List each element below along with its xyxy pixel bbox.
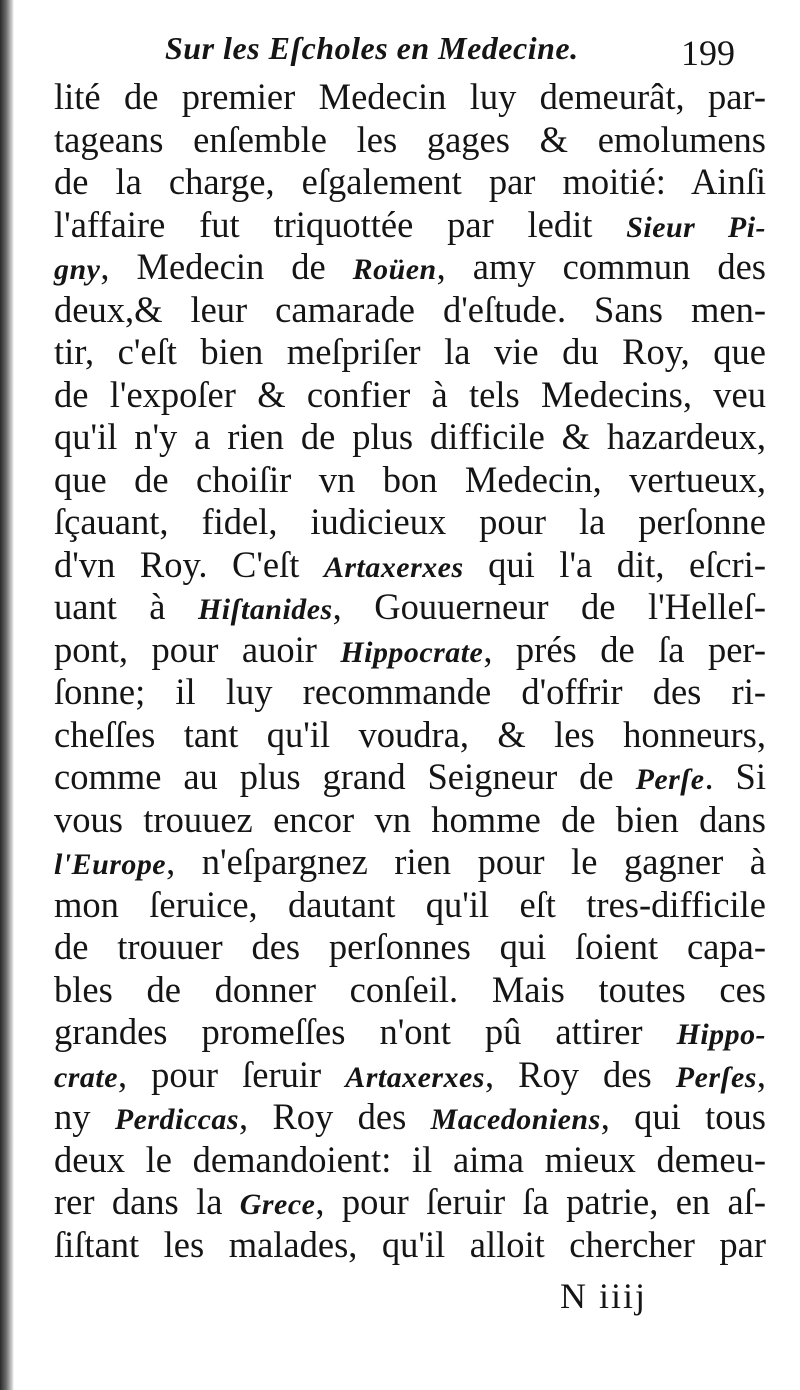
text-line	[54, 459, 766, 502]
text-run: , n'eſpargnez rien pour le gagner à	[166, 841, 766, 882]
text-line	[54, 204, 766, 247]
text-line	[54, 969, 766, 1012]
text-line	[54, 544, 766, 587]
text-run: , prés de ſa per-	[483, 628, 766, 670]
page-number: 199	[681, 33, 735, 73]
text-run: ny	[54, 1096, 115, 1137]
text-line	[54, 1054, 766, 1097]
italic-name: crate	[54, 1060, 118, 1094]
text-run: grandes promeſſes n'ont pû attirer	[54, 1011, 677, 1052]
italic-name: Grece	[239, 1188, 316, 1221]
text-line	[54, 926, 766, 969]
text-run: vous trouuez encor vn homme de bien dans	[54, 798, 766, 840]
text-run: d'vn Roy. C'eſt	[54, 543, 324, 585]
text-line	[54, 76, 766, 119]
text-run: qu'il n'y a rien de plus difficile & hazardeux,	[54, 416, 766, 457]
text-run: , Roy des	[239, 1096, 431, 1137]
text-line	[54, 374, 766, 417]
text-run: , Roy des	[484, 1053, 676, 1095]
text-line	[54, 246, 766, 289]
text-run: , Medecin de	[100, 246, 353, 287]
text-line	[54, 1011, 766, 1054]
text-run: ſiſtant les malades, qu'il alloit chercher par	[54, 1223, 766, 1265]
text-run: , Gouuerneur de l'Helleſ-	[332, 586, 767, 627]
italic-name: Artaxerxes	[345, 1060, 485, 1094]
italic-name: Sieur Pi-	[626, 210, 766, 244]
text-line	[54, 1139, 766, 1182]
text-line	[54, 416, 766, 459]
text-run: mon ſeruice, dautant qu'il eſt tres-difficile	[54, 883, 766, 925]
text-run: pont, pour auoir	[54, 628, 341, 670]
text-line	[54, 586, 766, 629]
text-line	[54, 841, 766, 884]
text-run: de la charge, eſgalement par moitié: Ainſi	[54, 161, 766, 202]
text-line	[54, 884, 766, 927]
text-run: l'affaire fut triquottée par ledit	[54, 203, 627, 245]
text-run: , amy commun des	[436, 246, 766, 287]
text-line	[54, 799, 766, 842]
text-line	[54, 289, 766, 332]
text-run: lité de premier Medecin luy demeurât, par-	[54, 76, 766, 117]
italic-name: Macedoniens	[430, 1103, 601, 1136]
text-run: cheſſes tant qu'il voudra, & les honneurs,	[54, 713, 766, 755]
italic-name: l'Europe	[54, 848, 167, 881]
italic-name: Hippocrate	[340, 635, 484, 669]
text-run: de trouuer des perſonnes qui ſoient capa-	[54, 926, 766, 967]
text-line	[54, 161, 766, 204]
text-run: , pour ſeruir ſa patrie, en aſ-	[315, 1181, 766, 1222]
text-line	[54, 671, 766, 714]
italic-name: gny	[54, 253, 101, 286]
text-line	[54, 1096, 766, 1139]
text-run: , qui tous	[600, 1096, 767, 1137]
italic-name: Hiſtanides	[197, 593, 333, 626]
text-line	[54, 1224, 766, 1267]
page-header	[165, 30, 765, 74]
text-run: ,	[756, 1053, 767, 1095]
text-run: ſonne; il luy recommande d'offrir des ri-	[54, 671, 766, 712]
text-run: deux le demandoient: il aima mieux demeu-	[54, 1138, 766, 1180]
text-line	[54, 629, 766, 672]
signature-mark: N iiij	[560, 1276, 648, 1316]
italic-name: Roüen	[352, 253, 437, 286]
text-line	[54, 501, 766, 544]
text-run: tageans enſemble les gages & emolumens	[54, 118, 766, 160]
italic-name: Artaxerxes	[323, 550, 464, 584]
italic-name: Perſes	[675, 1060, 757, 1094]
text-run: , pour ſeruir	[117, 1053, 346, 1095]
text-run: bles de donner conſeil. Mais toutes ces	[54, 968, 766, 1010]
text-line	[54, 756, 766, 799]
text-line	[54, 331, 766, 374]
text-run: deux,& leur camarade d'eſtude. Sans men-	[54, 288, 766, 330]
body-text	[54, 76, 766, 1266]
text-run: . Si	[704, 756, 767, 797]
text-line	[54, 1181, 766, 1224]
text-run: uant à	[54, 586, 198, 627]
text-run: tir, c'eſt bien meſpriſer la vie du Roy, que	[54, 331, 766, 372]
text-run: comme au plus grand Seigneur de	[54, 756, 636, 797]
text-line	[54, 119, 766, 162]
italic-name: Hippo-	[676, 1018, 766, 1051]
text-run: de l'expoſer & confier à tels Medecins, veu	[54, 373, 766, 415]
text-line	[54, 714, 766, 757]
italic-name: Perdiccas	[114, 1103, 239, 1136]
running-title: Sur les Eſcholes en Medecine.	[165, 30, 579, 66]
text-run: qui l'a dit, eſcri-	[463, 543, 766, 585]
text-run: ſçauant, fidel, iudicieux pour la perſonne	[54, 501, 766, 542]
text-run: rer dans la	[54, 1181, 240, 1222]
italic-name: Perſe	[635, 763, 705, 796]
text-run: que de choiſir vn bon Medecin, vertueux,	[54, 458, 766, 500]
